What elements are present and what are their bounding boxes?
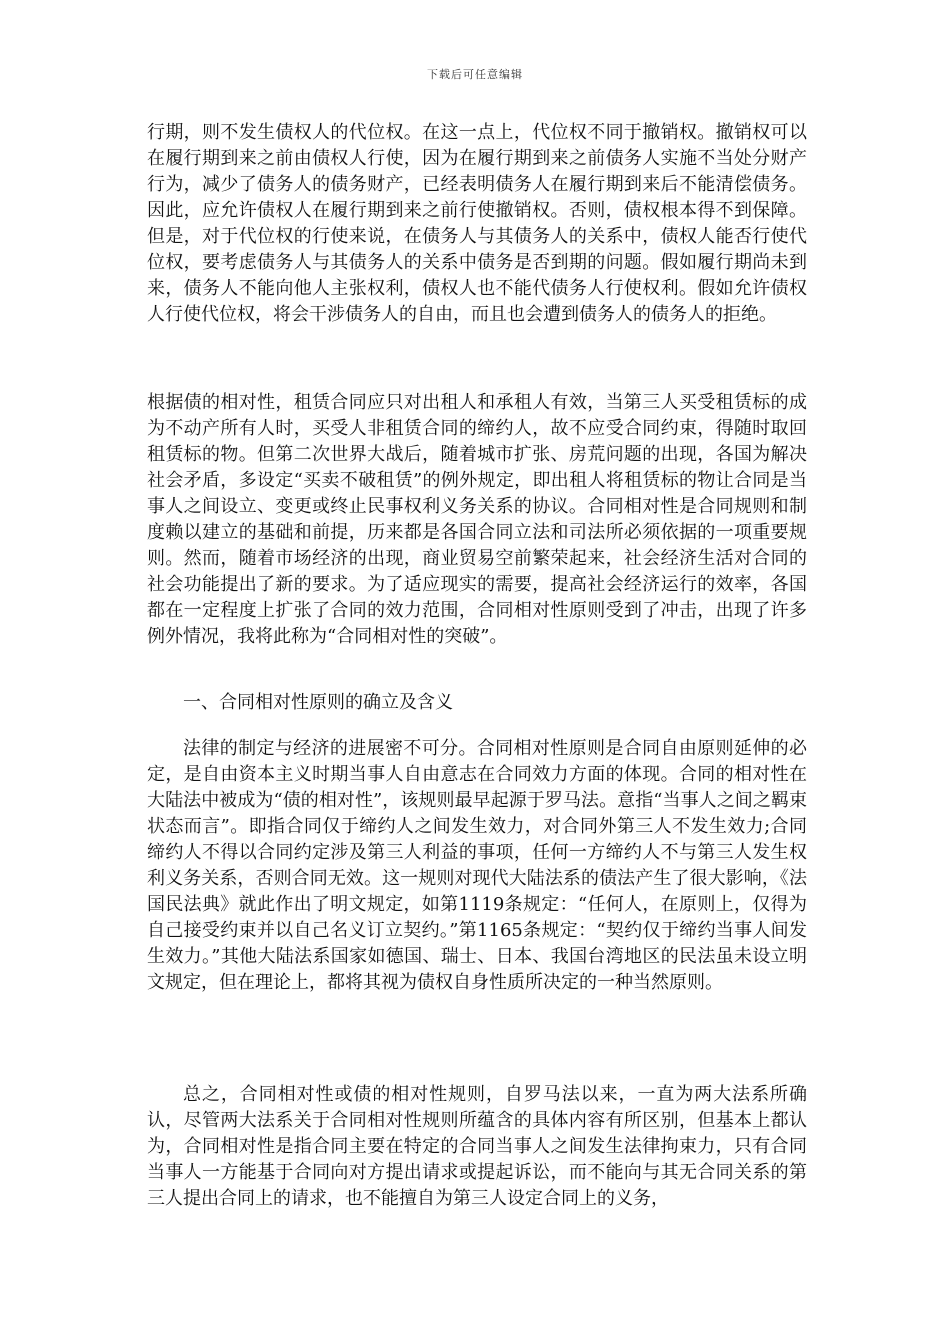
page-header: 下载后可任意编辑 (427, 68, 523, 81)
paragraph-subrogation: 行期，则不发生债权人的代位权。在这一点上，代位权不同于撤销权。撤销权可以在履行期到来之前由债权人行使，因为在履行期到来之前债务人实施不当处分财产行为，减少了债务人的债务财产，已经表明债务人在履行期到来后不能清偿债务。因此，应允许债权人在履行期到来之前行使撤销权。否则，债权根本得不到保障。但是，对于代位权的行使来说，在债务人与其债务人的关系中，债权人能否行使代位权，要考虑债务人与其债务人的关系中债务是否到期的问题。假如履行期尚未到来，债务人不能向他人主张权利，债权人也不能代债务人行使权利。假如允许债权人行使代位权，将会干涉债务人的自由，而且也会遭到债务人的债务人的拒绝。 (147, 122, 807, 325)
paragraph-principle-origin: 法律的制定与经济的进展密不可分。合同相对性原则是合同自由原则延伸的必定，是自由资本主义时期当事人自由意志在合同效力方面的体现。合同的相对性在大陆法中被成为“债的相对性”，该规则最早起源于罗马法。意指“当事人之间之羁束状态而言”。即指合同仅于缔约人之间发生效力，对合同外第三人不发生效力;合同缔约人不得以合同约定涉及第三人利益的事项，任何一方缔约人不与第三人发生权利义务关系，否则合同无效。这一规则对现代大陆法系的债法产生了很大影响，《法国民法典》就此作出了明文规定，如第1119条规定：“任何人，在原则上，仅得为自己接受约束并以自己名义订立契约。”第1165条规定：“契约仅于缔约当事人间发生效力。”其他大陆法系国家如德国、瑞士、日本、我国台湾地区的民法虽未设立明文规定，但在理论上，都将其视为债权自身性质所决定的一种当然原则。 (147, 738, 807, 993)
paragraph-summary: 总之，合同相对性或债的相对性规则，自罗马法以来，一直为两大法系所确认，尽管两大法系关于合同相对性规则所蕴含的具体内容有所区别，但基本上都认为，合同相对性是指合同主要在特定的合同当事人之间发生法律拘束力，只有合同当事人一方能基于合同向对方提出请求或提起诉讼，而不能向与其无合同关系的第三人提出合同上的请求，也不能擅自为第三人设定合同上的义务， (147, 1084, 807, 1209)
paragraph-lease-relativity: 根据债的相对性，租赁合同应只对出租人和承租人有效，当第三人买受租赁标的成为不动产所有人时，买受人非租赁合同的缔约人，故不应受合同约束，得随时取回租赁标的物。但第二次世界大战后，随着城市扩张、房荒问题的出现，各国为解决社会矛盾，多设定“买卖不破租赁”的例外规定，即出租人将租赁标的物让合同是当事人之间设立、变更或终止民事权利义务关系的协议。合同相对性是合同规则和制度赖以建立的基础和前提，历来都是各国合同立法和司法所必须依据的一项重要规则。然而，随着市场经济的出现，商业贸易空前繁荣起来，社会经济生活对合同的社会功能提出了新的要求。为了适应现实的需要，提高社会经济运行的效率，各国都在一定程度上扩张了合同的效力范围，合同相对性原则受到了冲击，出现了许多例外情况，我将此称为“合同相对性的突破”。 (147, 392, 807, 647)
section-heading: 一、合同相对性原则的确立及含义 (183, 692, 453, 713)
